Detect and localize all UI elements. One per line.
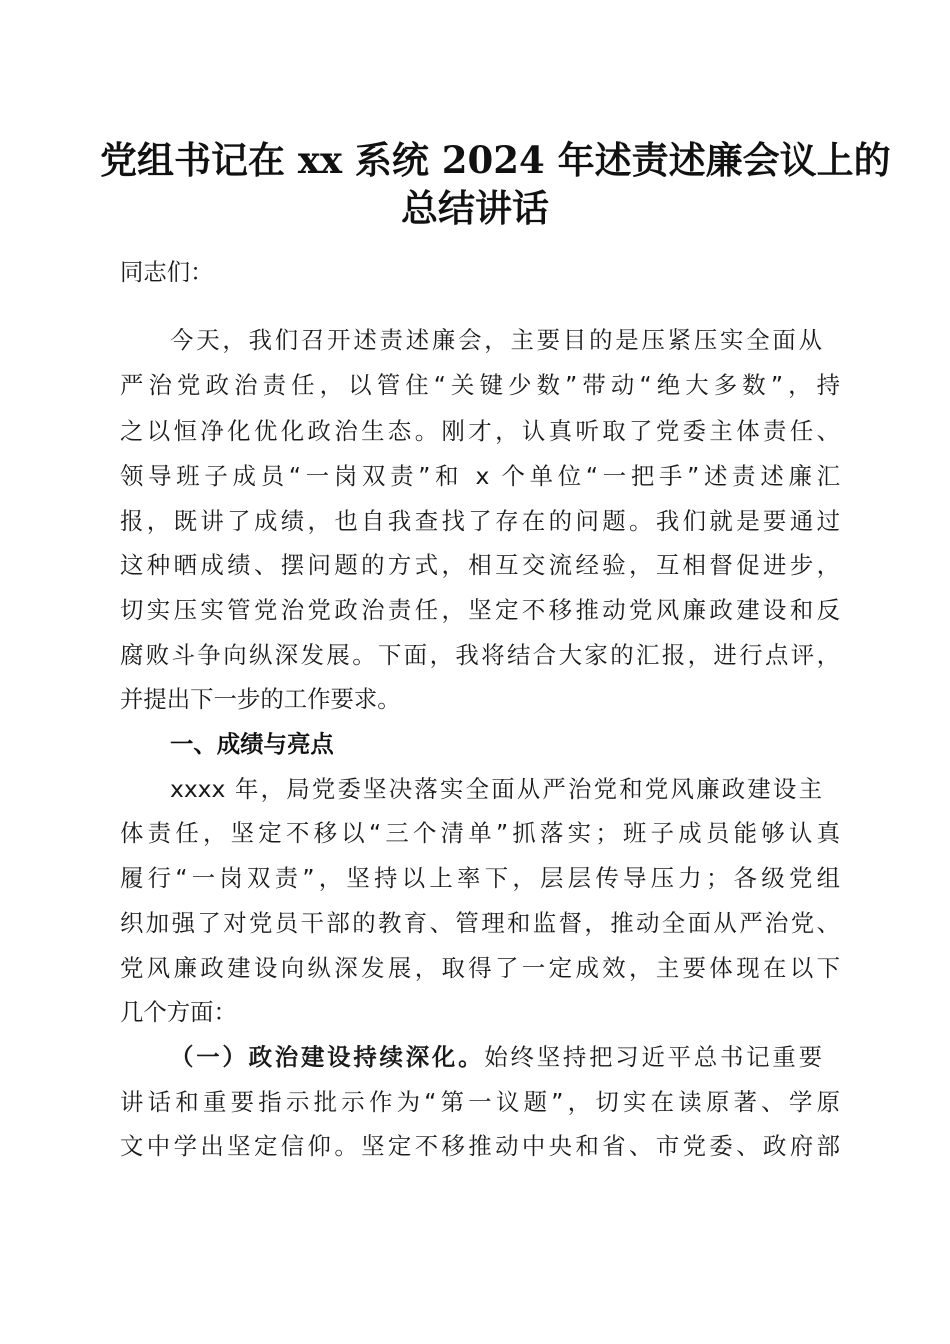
paragraph-line: 腐败斗争向纵深发展。下面，我将结合大家的汇报，进行点评， (120, 641, 840, 669)
subsection-first-line (170, 1042, 822, 1072)
paragraph-line: 之以恒净化优化政治生态。刚才，认真听取了党委主体责任、 (120, 417, 840, 445)
paragraph-line: xxxx 年，局党委坚决落实全面从严治党和党风廉政建设主 (170, 775, 822, 803)
document-title-line-2: 总结讲话 (401, 186, 549, 230)
paragraph-line: 这种晒成绩、摆问题的方式，相互交流经验，互相督促进步， (120, 551, 840, 579)
paragraph-line: 讲话和重要指示批示作为“第一议题”，切实在读原著、学原 (120, 1088, 840, 1116)
salutation: 同志们： (120, 258, 214, 286)
paragraph-line: 并提出下一步的工作要求。 (120, 685, 401, 713)
paragraph-line: 严治党政治责任，以管住“关键少数”带动“绝大多数”，持 (120, 371, 840, 399)
section-heading: 一、成绩与亮点 (170, 730, 334, 758)
paragraph-line: 几个方面： (120, 998, 237, 1026)
paragraph-line: 文中学出坚定信仰。坚定不移推动中央和省、市党委、政府部 (120, 1132, 840, 1160)
paragraph-line: 体责任，坚定不移以“三个清单”抓落实；班子成员能够认真 (120, 819, 840, 847)
paragraph-line: 织加强了对党员干部的教育、管理和监督，推动全面从严治党、 (120, 909, 840, 937)
subsection-heading: （一）政治建设持续深化。 (170, 1043, 485, 1071)
paragraph-line: 切实压实管党治党政治责任，坚定不移推动党风廉政建设和反 (120, 596, 840, 624)
paragraph-line: 今天，我们召开述责述廉会，主要目的是压紧压实全面从 (170, 326, 822, 354)
paragraph-line: 党风廉政建设向纵深发展，取得了一定成效，主要体现在以下 (120, 954, 840, 982)
paragraph-line: 领导班子成员“一岗双责”和 x 个单位“一把手”述责述廉汇 (120, 462, 840, 490)
paragraph-line: 履行“一岗双责”，坚持以上率下，层层传导压力；各级党组 (120, 864, 840, 892)
document-title-line-1: 党组书记在 xx 系统 2024 年述责述廉会议上的 (100, 138, 891, 182)
subsection-first-line-text: 始终坚持把习近平总书记重要 (484, 1043, 823, 1071)
paragraph-line: 报，既讲了成绩，也自我查找了存在的问题。我们就是要通过 (120, 507, 840, 535)
